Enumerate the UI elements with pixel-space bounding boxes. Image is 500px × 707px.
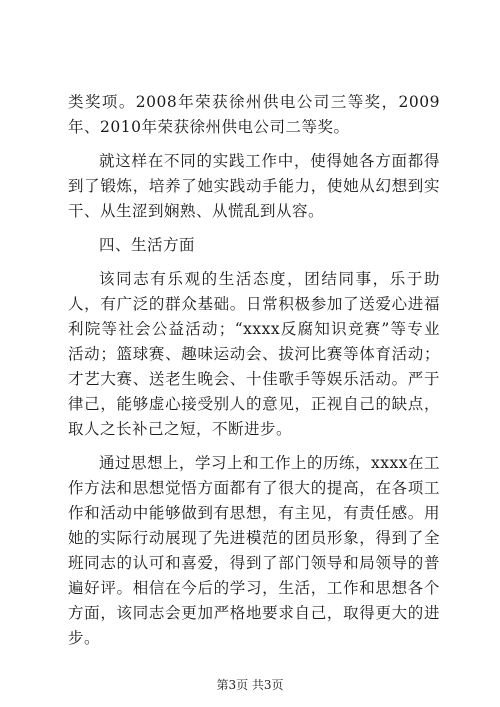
- paragraph-summary: 通过思想上，学习上和工作上的历练，xxxx在工作方法和思想觉悟方面都有了很大的提高，在各项工作和活动中能够做到有思想，有主见，有责任感。用她的实际行动展现了先进模范的团员形象，得到了全班同志的认可和喜爱，得到了部门领导和局领导的普遍好评。相信在今后的学习，生活，工作和思想各个方面，该同志会更加严格地要求自己，取得更大的进步。: [68, 454, 440, 647]
- section-heading-life: 四、生活方面: [99, 236, 196, 254]
- page-footer: 第3页 共3页: [216, 678, 284, 692]
- paragraph-awards: 类奖项。2008年荣获徐州供电公司三等奖，2009年、2010年荣获徐州供电公司二等奖。: [68, 93, 440, 136]
- paragraph-life-attitude: 该同志有乐观的生活态度，团结同事，乐于助人，有广泛的群众基础。日常积极参加了送爱心进福利院等社会公益活动；“xxxx反腐知识竞赛”等专业活动；篮球赛、趣味运动会、拔河比赛等体育活动；才艺大赛、送老生晚会、十佳歌手等娱乐活动。严于律己，能够虚心接受别人的意见，正视自己的缺点，取人之长补己之短，不断进步。: [68, 270, 440, 438]
- paragraph-practice: 就这样在不同的实践工作中，使得她各方面都得到了锻炼，培养了她实践动手能力，使她从幻想到实干、从生涩到娴熟、从慌乱到从容。: [68, 152, 440, 220]
- document-body: [68, 90, 440, 660]
